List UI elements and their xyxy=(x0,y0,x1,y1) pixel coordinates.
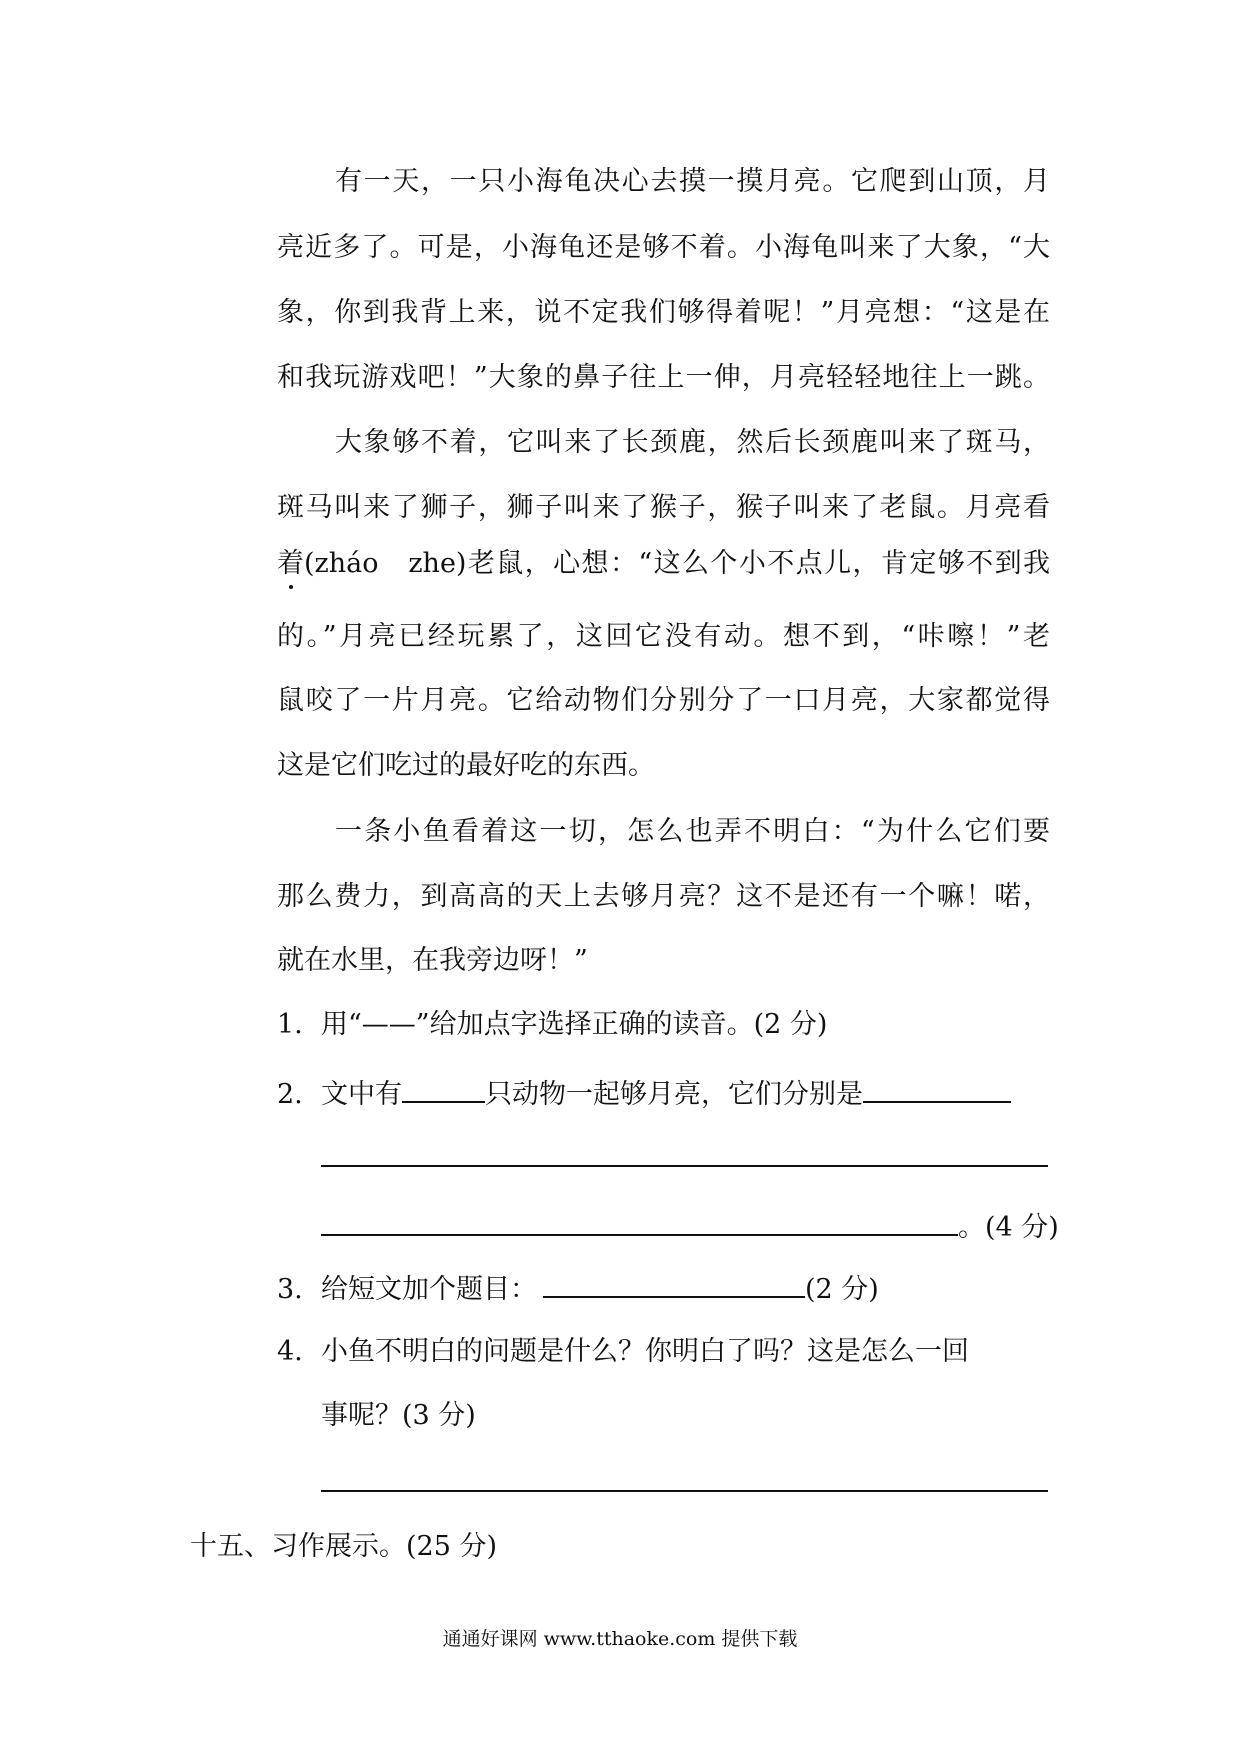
passage-line: 那么费力，到高高的天上去够月亮？这不是还有一个嘛！喏， xyxy=(277,881,1050,912)
passage-line: 鼠咬了一片月亮。它给动物们分别分了一口月亮，大家都觉得 xyxy=(277,685,1050,716)
passage-line: 象，你到我背上来，说不定我们够得着呢！”月亮想：“这是在 xyxy=(277,297,1050,328)
question-number: 1. xyxy=(277,1009,303,1040)
passage-line: 就在水里，在我旁边呀！” xyxy=(277,945,588,976)
question-score: (2 分) xyxy=(805,1274,879,1305)
footer-source: 通通好课网 www.tthaoke.com 提供下载 xyxy=(442,1628,798,1650)
question-number: 3. xyxy=(277,1274,303,1305)
passage-line: 的。”月亮已经玩累了，这回它没有动。想不到，“咔嚓！”老 xyxy=(277,621,1050,652)
question-number: 4. xyxy=(277,1336,303,1367)
question-2-continued xyxy=(321,1208,1059,1245)
dotted-character: 着 xyxy=(277,548,304,579)
passage-line-text: (zháo zhe)老鼠，心想：“这么个小不点儿，肯定够不到我 xyxy=(304,548,1050,579)
answer-blank-count[interactable] xyxy=(402,1075,485,1103)
answer-blank-animals[interactable] xyxy=(863,1075,1011,1103)
answer-blank-title[interactable] xyxy=(543,1270,805,1298)
question-text: 事呢？(3 分) xyxy=(321,1400,476,1431)
passage-line: 一条小鱼看着这一切，怎么也弄不明白：“为什么它们要 xyxy=(335,816,1050,847)
question-text: 给短文加个题目： xyxy=(321,1274,537,1305)
passage-line: 亮近多了。可是，小海龟还是够不着。小海龟叫来了大象，“大 xyxy=(277,232,1050,263)
question-number: 2. xyxy=(277,1079,303,1110)
question-score: 。(4 分) xyxy=(958,1212,1059,1243)
answer-line[interactable] xyxy=(321,1165,1048,1167)
answer-line[interactable] xyxy=(321,1490,1048,1492)
question-2 xyxy=(277,1075,1011,1112)
passage-line: 大象够不着，它叫来了长颈鹿，然后长颈鹿叫来了斑马， xyxy=(335,427,1050,458)
question-text: 小鱼不明白的问题是什么？你明白了吗？这是怎么一回 xyxy=(321,1336,969,1367)
section-heading: 十五、习作展示。(25 分) xyxy=(190,1531,498,1562)
passage-line: 这是它们吃过的最好吃的东西。 xyxy=(277,750,655,781)
question-text: 文中有 xyxy=(321,1079,402,1110)
question-4 xyxy=(277,1335,969,1369)
question-text: 用“——”给加点字选择正确的读音。(2 分) xyxy=(321,1009,828,1040)
question-1 xyxy=(277,1008,827,1042)
question-text: 只动物一起够月亮，它们分别是 xyxy=(485,1079,863,1110)
passage-line: 斑马叫来了狮子，狮子叫来了猴子，猴子叫来了老鼠。月亮看 xyxy=(277,492,1050,523)
passage-line: 和我玩游戏吧！”大象的鼻子往上一伸，月亮轻轻地往上一跳。 xyxy=(277,362,1050,393)
question-3 xyxy=(277,1270,879,1307)
passage-line: 有一天，一只小海龟决心去摸一摸月亮。它爬到山顶，月 xyxy=(335,166,1050,197)
answer-line[interactable] xyxy=(321,1208,958,1236)
passage-line-pinyin xyxy=(277,547,1050,581)
